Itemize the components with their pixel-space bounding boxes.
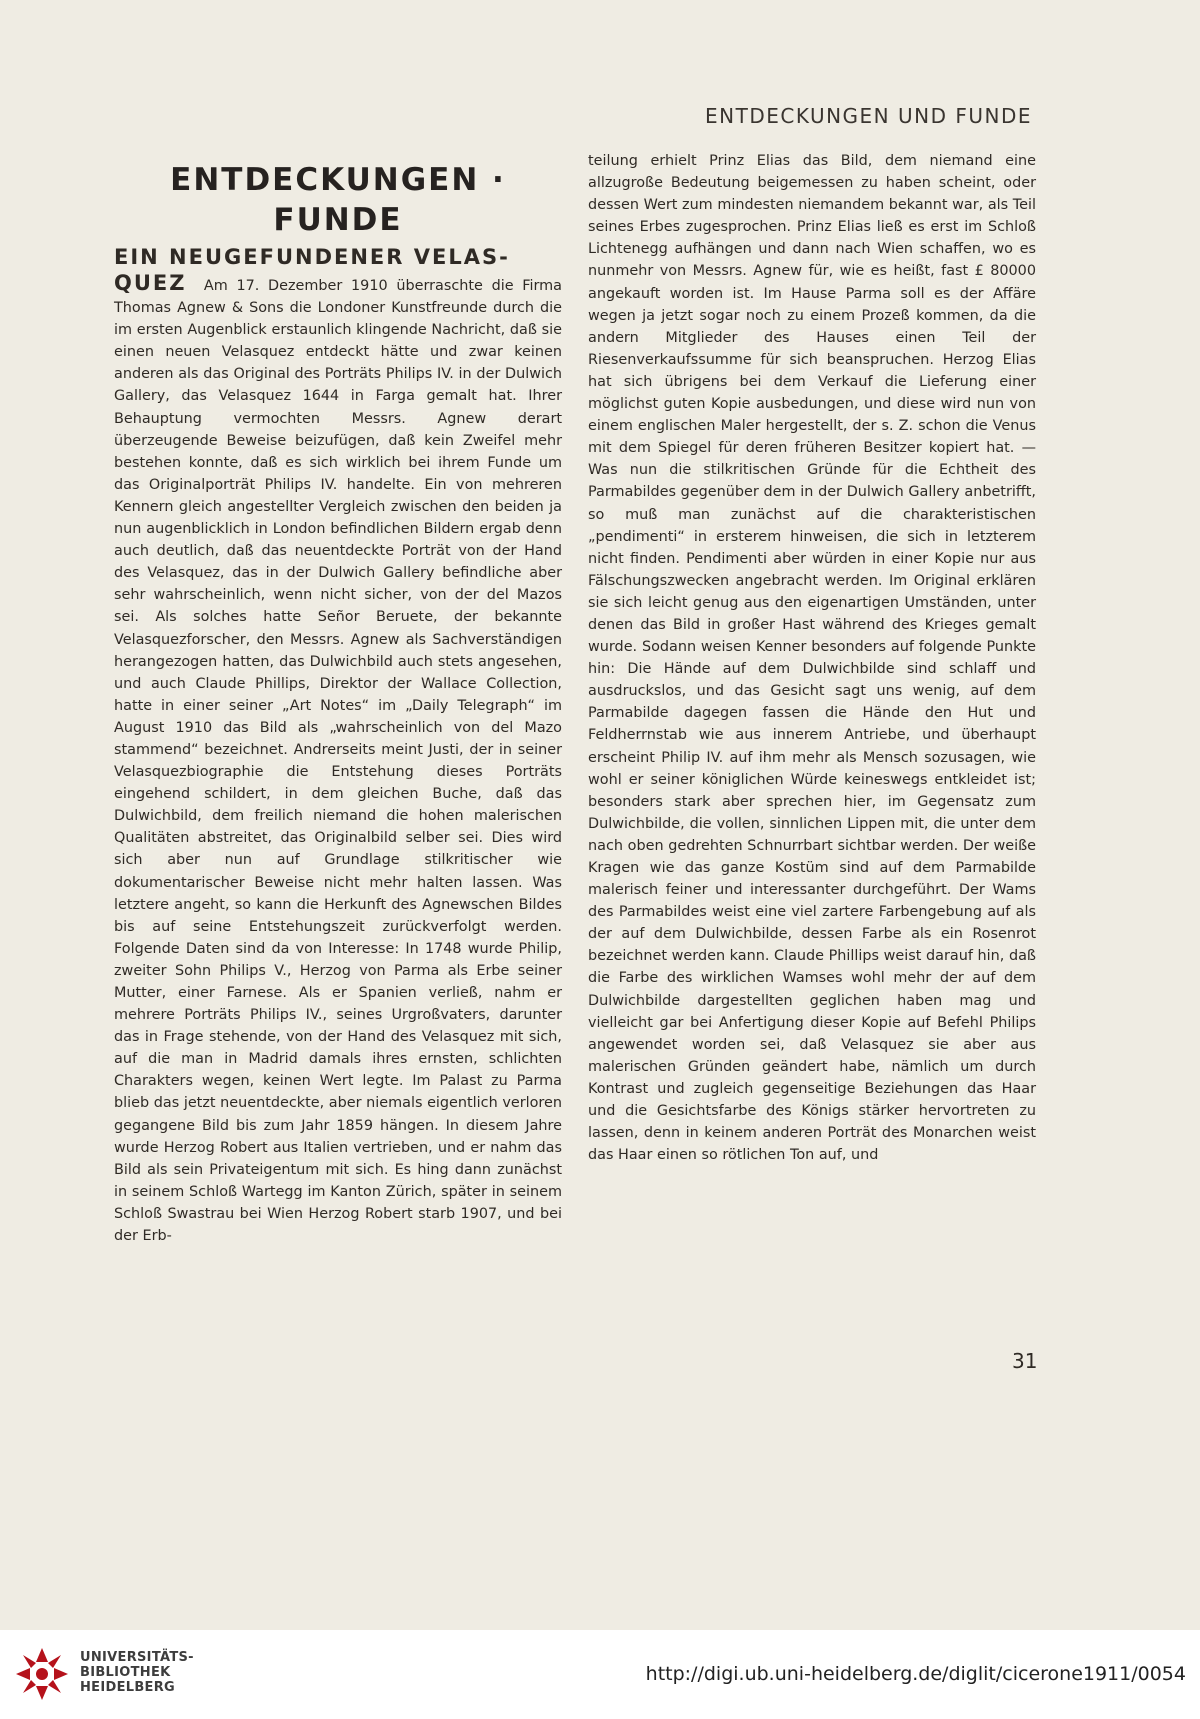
left-column-text: Am 17. Dezember 1910 überraschte die Firma Thomas Agnew & Sons die Londoner Kunstfreunde durch die im ersten Augenblick erstaunlich klingende Nachricht, daß sie einen neuen Velasquez entdeckt hätte und zwar keinen anderen als das Original des Porträts Philips IV. in der Dulwich Gallery, das Velasquez 1644 in Farga gemalt hat. Ihrer Behauptung vermochten Messrs. Agnew derart überzeugende Beweise beizufügen, daß kein Zweifel mehr bestehen konnte, daß es sich wirklich bei ihrem Funde um das Originalporträt Philips IV. handelte. Ein von mehreren Kennern gleich angestellter Vergleich zwischen den beiden ja nun augenblicklich in London befindlichen Bildern ergab denn auch deutlich, daß das neuentdeckte Porträt von der Hand des Velasquez, das in der Dulwich Gallery befindliche aber sehr wahrscheinlich, wenn nicht sicher, von der del Mazos sei. Als solches hatte Señor Beruete, der bekannte Velasquezforscher, den Messrs. Agnew als Sachverständigen herangezogen hatten, das Dulwichbild auch stets angesehen, und auch Claude Phillips, Direktor der Wallace Collection, hatte in einer seiner „Art Notes“ im „Daily Telegraph“ im August 1910 das Bild als „wahrscheinlich von del Mazo stammend“ bezeichnet. Andrerseits meint Justi, der in seiner Velasquezbiographie die Entstehung dieses Porträts eingehend schildert, in dem gleichen Buche, daß das Dulwichbild, dem freilich niemand die hohen malerischen Qualitäten abstreitet, das Originalbild selber sei. Dies wird sich aber nun auf Grundlage stilkritischer wie dokumentarischer Beweise nicht mehr halten lassen. Was letztere angeht, so kann die Herkunft des Agnewschen Bildes bis auf seine Entstehungszeit zurückverfolgt werden. Folgende Daten sind da von Interesse: In 1748 wurde Philip, zweiter Sohn Philips V., Herzog von Parma als Erbe seiner Mutter, einer Farnese. Als er Spanien verließ, nahm er mehrere Porträts Philips IV., seines Urgroßvaters, darunter das in Frage stehende, von der Hand des Velasquez mit sich, auf die man in Madrid damals ihres ernsten, schlichten Charakters wegen, keinen Wert legte. Im Palast zu Parma blieb das jetzt neuentdeckte, aber niemals eigentlich verloren gegangene Bild bis zum Jahr 1859 hängen. In diesem Jahre wurde Herzog Robert aus Italien vertrieben, und er nahm das Bild als sein Privateigentum mit sich. Es hing dann zunächst in seinem Schloß Wartegg im Kanton Zürich, später in seinem Schloß Swastrau bei Wien Herzog Robert starb 1907, und bei der Erb- — [114, 278, 562, 1245]
library-name-line-3: HEIDELBERG — [80, 1680, 176, 1695]
left-column — [114, 160, 562, 1247]
library-name — [80, 1650, 194, 1695]
right-column-text: teilung erhielt Prinz Elias das Bild, dem niemand eine allzugroße Bedeutung beigemessen zu haben scheint, oder dessen Wert zum mindesten niemandem bekannt war, als Teil seines Erbes zugesprochen. Prinz Elias ließ es erst im Schloß Lichtenegg aufhängen und dann nach Wien schaffen, wo es nunmehr von Messrs. Agnew für, wie es heißt, fast £ 80000 angekauft worden ist. Im Hause Parma soll es der Affäre wegen ja jetzt sogar noch zu einem Prozeß kommen, da die andern Mitglieder des Hauses einen Teil der Riesenverkaufssumme für sich beanspruchen. Herzog Elias hat sich übrigens bei dem Verkauf die Lieferung einer möglichst guten Kopie ausbedungen, und diese wird nun von einem englischen Maler hergestellt, der s. Z. schon die Venus mit dem Spiegel für deren früheren Besitzer kopiert hat. — Was nun die stilkritischen Gründe für die Echtheit des Parmabildes gegenüber dem in der Dulwich Gallery anbetrifft, so muß man zunächst auf die charakteristischen „pendimenti“ in ersterem hinweisen, die sich in letzterem nicht finden. Pendimenti aber würden in einer Kopie nur aus Fälschungszwecken angebracht werden. Im Original erklären sie sich leicht genug aus den eigenartigen Umständen, unter denen das Bild in großer Hast während des Krieges gemalt wurde. Sodann weisen Kenner besonders auf folgende Punkte hin: Die Hände auf dem Dulwichbilde sind schlaff und ausdruckslos, und das Gesicht sagt uns wenig, auf dem Parmabilde dagegen fassen die Hände den Hut und Feldherrnstab wie aus innerem Antriebe, und überhaupt erscheint Philip IV. auf ihm mehr als Mensch sozusagen, wie wohl er seiner königlichen Würde keineswegs entkleidet ist; besonders stark aber sprechen hier, im Gegensatz zum Dulwichbilde, die vollen, sinnlichen Lippen mit, die unter dem nach oben gedrehten Schnurrbart sichtbar werden. Der weiße Kragen wie das ganze Kostüm sind auf dem Parmabilde malerisch feiner und interessanter durchgeführt. Der Wams des Parmabildes weist eine viel zartere Farbengebung auf als der auf dem Dulwichbilde, dessen Farbe als ein Rosenrot bezeichnet werden kann. Claude Phillips weist darauf hin, daß die Farbe des wirklichen Wamses wohl mehr der auf dem Dulwichbilde dargestellten geglichen haben mag und vielleicht gar bei Anfertigung dieser Kopie auf Befehl Philips angewendet worden sei, daß Velasquez sie aber aus malerischen Gründen geändert habe, nämlich um durch Kontrast und zugleich gegenseitige Beziehungen das Haar und die Gesichtsfarbe des Königs stärker hervortreten zu lassen, denn in keinem anderen Porträt des Monarchen weist das Haar einen so rötlichen Ton auf, und — [588, 153, 1036, 1164]
running-head: ENTDECKUNGEN UND FUNDE — [705, 104, 1032, 128]
left-column-paragraph — [114, 270, 562, 1247]
library-name-line-1: UNIVERSITÄTS- — [80, 1650, 194, 1665]
page-number: 31 — [1012, 1349, 1038, 1373]
article-title-line-2: QUEZ — [114, 271, 187, 295]
permalink-url[interactable]: http://digi.ub.uni-heidelberg.de/diglit/cicerone1911/0054 — [645, 1663, 1186, 1685]
right-column — [588, 150, 1036, 1166]
library-name-line-2: BIBLIOTHEK — [80, 1665, 171, 1680]
section-title: ENTDECKUNGEN · FUNDE — [170, 162, 506, 238]
university-library-logo-icon — [12, 1644, 72, 1704]
digitization-footer — [0, 1630, 1200, 1719]
article-title-line-1: EIN NEUGEFUNDENER VELAS- — [114, 245, 510, 269]
